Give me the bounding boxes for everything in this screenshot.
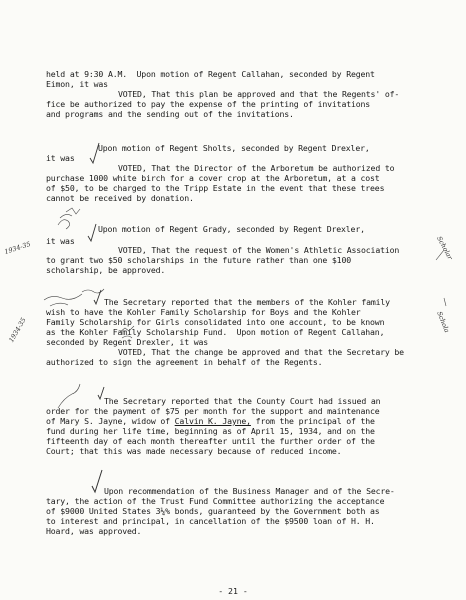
text-span: of Mary S. Jayne, widow of [46, 416, 175, 426]
text-line: VOTED, That the request of the Women's Athletic Association [118, 245, 400, 255]
handwritten-note: 1934-35 [7, 316, 28, 344]
text-line: of $50, to be charged to the Tripp Estate in the event that these trees [46, 183, 385, 193]
text-line: it was [46, 236, 75, 246]
scribble-mark [58, 384, 80, 408]
text-line: Eimon, it was [46, 79, 108, 89]
checkmark-icon [88, 224, 96, 241]
text-line: to interest and principal, in cancellation of the $9500 loan of H. H. [46, 516, 375, 526]
text-line: fice be authorized to pay the expense of the printing of invitations [46, 99, 371, 109]
handwritten-note: 1934-35 [3, 240, 32, 256]
text-line: Upon recommendation of the Business Manager and of the Secre- [104, 486, 395, 496]
text-line: of $9000 United States 3¼% bonds, guaranteed by the Government both as [46, 506, 380, 516]
page-number: - 21 - [218, 586, 248, 596]
text-span: from the principal of the [250, 416, 375, 426]
text-line: authorized to sign the agreement in behalf of the Regents. [46, 357, 323, 367]
text-line: and programs and the sending out of the invitations. [46, 109, 294, 119]
handwritten-note: Schola [435, 310, 451, 334]
scribble-mark [444, 298, 446, 306]
text-line: fifteenth day of each month thereafter until the further order of the [46, 436, 375, 446]
text-line: scholarship, be approved. [46, 265, 166, 275]
checkmark-icon [92, 470, 102, 492]
text-line: to grant two $50 scholarships in the future rather than one $100 [46, 255, 351, 265]
text-line: Hoard, was approved. [46, 526, 142, 536]
text-line: fund during her life time, beginning as of April 15, 1934, and on the [46, 426, 375, 436]
text-line: purchase 1000 white birch for a cover crop at the Arboretum, at a cost [46, 173, 380, 183]
handwritten-note: Scholar [435, 234, 455, 262]
scribble-mark [58, 214, 72, 229]
text-line: cannot be received by donation. [46, 193, 194, 203]
text-line: VOTED, That the change be approved and that the Secretary be [118, 347, 404, 357]
text-line: tary, the action of the Trust Fund Committee authorizing the acceptance [46, 496, 385, 506]
text-line: order for the payment of $75 per month for the support and maintenance [46, 406, 380, 416]
text-line: it was [46, 153, 75, 163]
scribble-mark [82, 289, 104, 293]
text-line: Upon motion of Regent Grady, seconded by Regent Drexler, [98, 224, 365, 234]
text-line: Upon motion of Regent Sholts, seconded by Regent Drexler, [98, 143, 370, 153]
text-line: VOTED, That this plan be approved and that the Regents' of- [118, 89, 400, 99]
text-line: held at 9:30 A.M. Upon motion of Regent Callahan, seconded by Regent [46, 69, 375, 79]
text-line: VOTED, That the Director of the Arboretum be authorized to [118, 163, 395, 173]
text-line: seconded by Regent Drexler, it was [46, 337, 209, 347]
text-line [46, 416, 375, 426]
text-line: Family Scholarship for Girls consolidated into one account, to be known [46, 317, 385, 327]
text-line: wish to have the Kohler Family Scholarship for Boys and the Kohler [46, 307, 361, 317]
text-line: The Secretary reported that the members of the Kohler family [104, 297, 390, 307]
text-line: The Secretary reported that the County Court had issued an [104, 396, 381, 406]
text-line: as the Kohler Family Scholarship Fund. Upon motion of Regent Callahan, [46, 327, 385, 337]
scribble-mark [44, 294, 82, 306]
scribble-mark [66, 208, 80, 214]
underlined-name: Calvin K. Jayne, [174, 416, 251, 426]
text-line: Court; that this was made necessary because of reduced income. [46, 446, 342, 456]
checkmark-icon [94, 290, 101, 304]
